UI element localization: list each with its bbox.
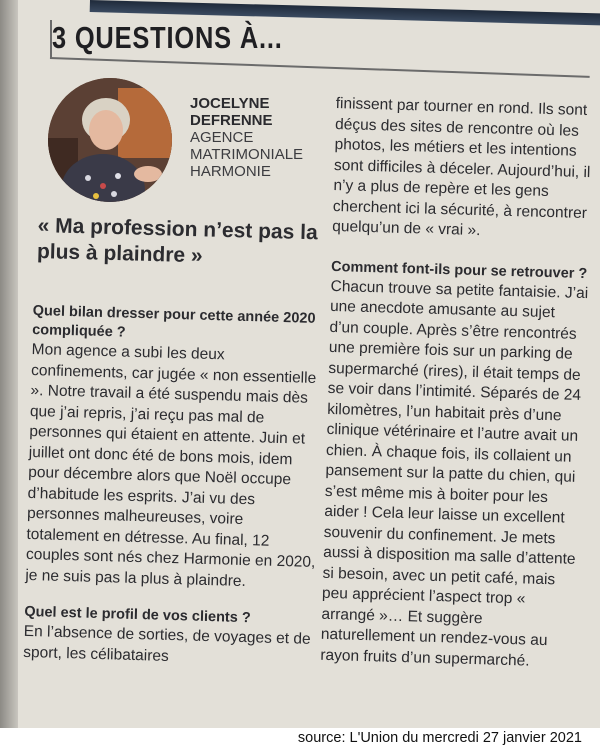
pull-quote: « Ma profession n’est pas la plus à plaindre » bbox=[36, 213, 318, 268]
section-heading: 3 QUESTIONS À... bbox=[52, 20, 283, 55]
question-2: Quel est le profil de vos clients ? bbox=[24, 603, 251, 627]
agency-line: MATRIMONIALE bbox=[190, 146, 304, 163]
portrait-photo bbox=[48, 78, 172, 202]
portrait-illustration bbox=[48, 78, 172, 202]
question-3: Comment font-ils pour se retrouver ? bbox=[330, 258, 588, 282]
answer-3: Chacun trouve sa petite fantaisie. J’ai une anecdote amusante au sujet d’un couple. Après s’être rencontrés une première fois sur un parking de supermarché (rires), il était temps de se voir dans l’intimité. Séparés de 24 kilomètres, l’un habitait près d’une clinique vétérinaire et l’autre avait un chien. À chaque fois, ils collaient un pansement sur la patte du chien, qui s’est même mis à boiter pour les aider ! Cela leur laisse un excellent souvenir du confinement. Je mets aussi à disposition ma salle d’attente si besoin, avec un petit café, mais peu apprécient l’aspect trop « arrangé »… Et suggère naturellement un rendez-vous au rayon fruits d’un supermarché. bbox=[320, 277, 589, 670]
last-name: DEFRENNE bbox=[190, 112, 273, 129]
left-column bbox=[23, 302, 323, 671]
agency-line: AGENCE bbox=[190, 129, 254, 146]
heading-rule bbox=[50, 57, 590, 78]
interviewee-block bbox=[190, 95, 303, 180]
page-edge bbox=[0, 0, 18, 728]
agency-line: HARMONIE bbox=[190, 163, 271, 180]
answer-2-end: finissent par tourner en rond. Ils sont déçus des sites de rencontre où les photos, les métiers et les intentions sont difficiles à déceler. Aujourd’hui, il n’y a plus de repère et les gens cherchent ici la sécurité, à rencontrer quelqu’un de « vrai ». bbox=[332, 94, 591, 240]
right-column bbox=[320, 94, 594, 673]
source-caption: source: L'Union du mercredi 27 janvier 2021 bbox=[297, 730, 582, 746]
question-1: Quel bilan dresser pour cette année 2020 compliquée ? bbox=[31, 302, 316, 341]
answer-1: Mon agence a subi les deux confinements, car jugée « non essentielle ». Notre travail a été suspendu mais dès que j’ai repris, j’ai reçu pas mal de personnes qui étaient en attente. Juin et juillet ont donc été de bons mois, idem pour décembre alors que Noël occupe d’habitude les esprits. J’ai vu des personnes malheureuses, voire totalement en détresse. Au final, 12 couples sont nés chez Harmonie en 2020, je ne suis pas la plus à plaindre. bbox=[25, 340, 317, 590]
answer-2-start: En l’absence de sorties, de voyages et de sport, les célibataires bbox=[22, 622, 311, 665]
first-name: JOCELYNE bbox=[190, 95, 270, 112]
